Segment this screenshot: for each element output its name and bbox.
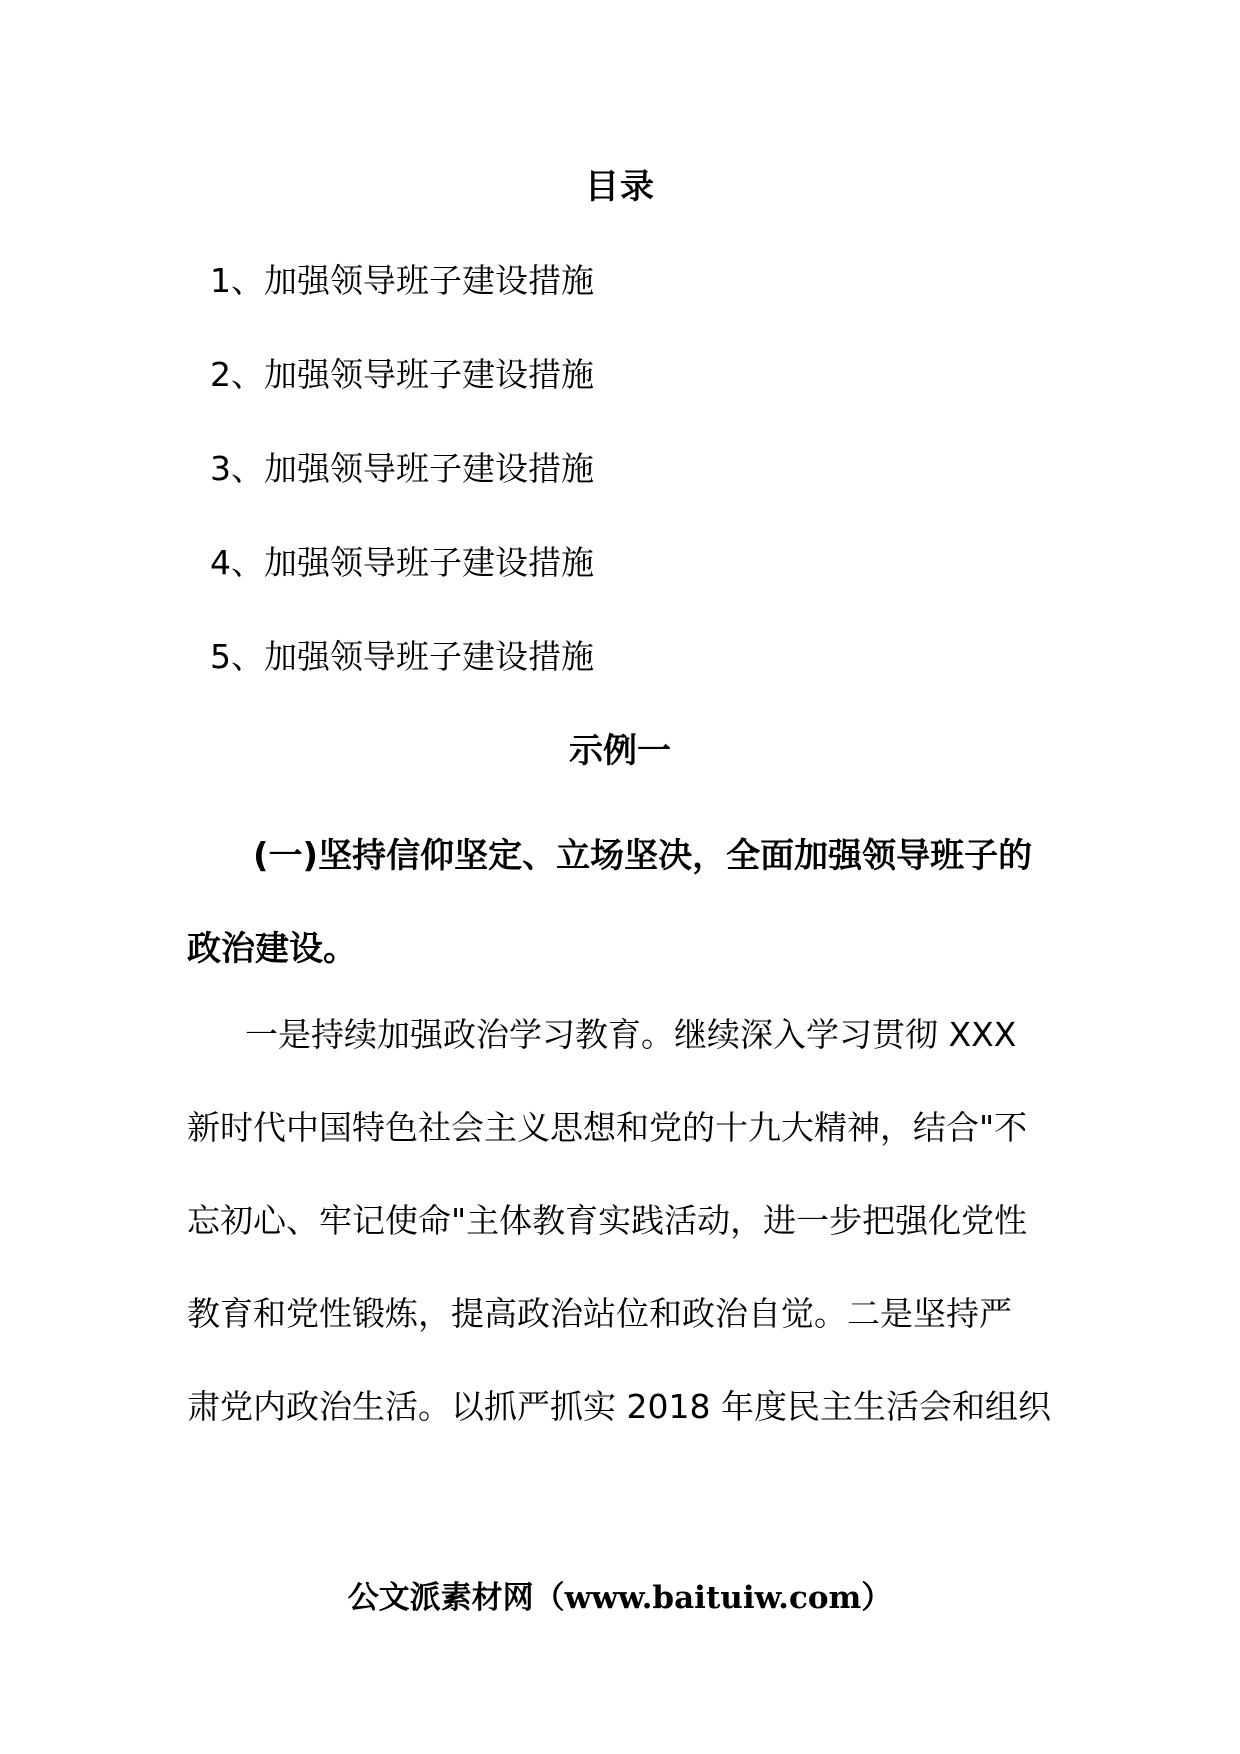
body-line-2: 新时代中国特色社会主义思想和党的十九大精神，结合"不 [187, 1108, 1028, 1147]
toc-item-5: 5、加强领导班子建设措施 [210, 637, 594, 676]
body-line-4: 教育和党性锻炼，提高政治站位和政治自觉。二是坚持严 [187, 1294, 1012, 1333]
toc-item-1: 1、加强领导班子建设措施 [210, 261, 594, 300]
toc-item-3: 3、加强领导班子建设措施 [210, 449, 594, 488]
body-paragraph [187, 988, 1067, 1453]
body-line-1: 一是持续加强政治学习教育。继续深入学习贯彻 XXX [245, 1015, 1017, 1054]
toc-list [210, 257, 594, 727]
toc-item-4: 4、加强领导班子建设措施 [210, 543, 594, 582]
toc-item-2: 2、加强领导班子建设措施 [210, 355, 594, 394]
footer-source: 公文派素材网（www.baituiw.com） [347, 1580, 893, 1616]
section-heading: (一)坚持信仰坚定、立场坚决，全面加强领导班子的政治建设。 [187, 836, 1033, 969]
toc-title: 目录 [585, 167, 655, 207]
body-line-5: 肃党内政治生活。以抓严抓实 2018 年度民主生活会和组织 [187, 1387, 1051, 1426]
body-line-3: 忘初心、牢记使命"主体教育实践活动，进一步把强化党性 [187, 1201, 1028, 1240]
section-title: 示例一 [569, 731, 671, 771]
